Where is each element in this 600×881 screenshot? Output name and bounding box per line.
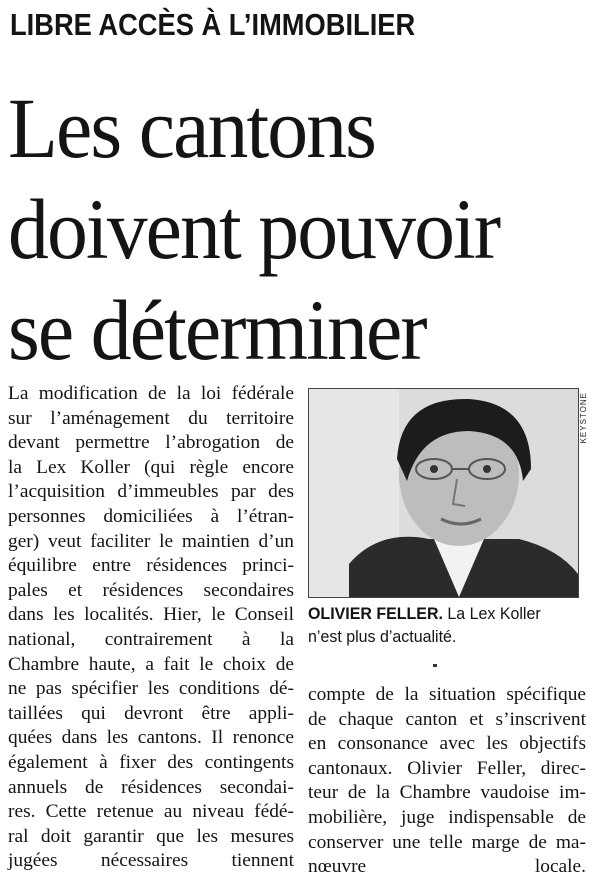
article-line: pales et résidences secondaires xyxy=(8,579,294,601)
article-line: ral doit garantir que les mesures xyxy=(8,825,294,847)
headline-line: se déterminer xyxy=(8,282,426,378)
article-line: jugées nécessaires tiennent xyxy=(8,850,294,872)
article-line: la Lex Koller (qui règle encore xyxy=(8,456,294,478)
article-line: mobilière, juge indispensable de xyxy=(308,806,586,828)
article-line: personnes domiciliées à l’étran- xyxy=(8,505,294,527)
headline-line: doivent pouvoir xyxy=(8,181,500,277)
portrait-illustration xyxy=(309,389,578,597)
article-line: taillées qui devront être appli- xyxy=(8,702,294,724)
photo-caption xyxy=(308,602,576,648)
headline-line: Les cantons xyxy=(8,80,376,176)
caption-name: OLIVIER FELLER. xyxy=(308,604,443,623)
article-line: La modification de la loi fédérale xyxy=(8,383,294,404)
article-line: Chambre haute, a fait le choix de xyxy=(8,653,294,675)
article-line: annuels de résidences secondai- xyxy=(8,776,294,798)
headline xyxy=(8,78,499,381)
article-column-right xyxy=(308,683,586,880)
article-line: ger) veut faciliter le maintien d’un xyxy=(8,530,294,552)
article-line: l’acquisition d’immeubles par des xyxy=(8,481,294,503)
article-line: dans les localités. Hier, le Conseil xyxy=(8,604,294,626)
article-line: conserver une telle marge de ma- xyxy=(308,831,586,853)
article-line: compte de la situation spécifique xyxy=(308,684,586,705)
article-line: devant permettre l’abrogation de xyxy=(8,432,294,454)
article-line: national, contrairement à la xyxy=(8,628,294,650)
article-line: de chaque canton et s’inscrivent xyxy=(308,708,586,730)
article-line: teur de la Chambre vaudoise im- xyxy=(308,782,586,804)
article-line: en consonance avec les objectifs xyxy=(308,733,586,755)
article-line: sur l’aménagement du territoire xyxy=(8,407,294,429)
portrait-photo xyxy=(308,388,579,598)
article-line: également à fixer des contingents xyxy=(8,751,294,773)
article-column-left xyxy=(8,382,294,874)
article-line: quées dans les cantons. Il renonce xyxy=(8,727,294,749)
article-line: ne pas spécifier les conditions dé- xyxy=(8,678,294,700)
caption-text: La Lex Koller n’est plus d’actualité. xyxy=(308,604,541,646)
section-kicker: LIBRE ACCÈS À L’IMMOBILIER xyxy=(10,7,416,42)
article-line: équilibre entre résidences princi- xyxy=(8,555,294,577)
article-line: res. Cette retenue au niveau fédé- xyxy=(8,801,294,823)
article-line: nœuvre locale. xyxy=(308,856,586,878)
article-line: cantonaux. Olivier Feller, direc- xyxy=(308,757,586,779)
photo-credit: KEYSTONE xyxy=(579,392,588,444)
print-speck xyxy=(433,664,437,667)
